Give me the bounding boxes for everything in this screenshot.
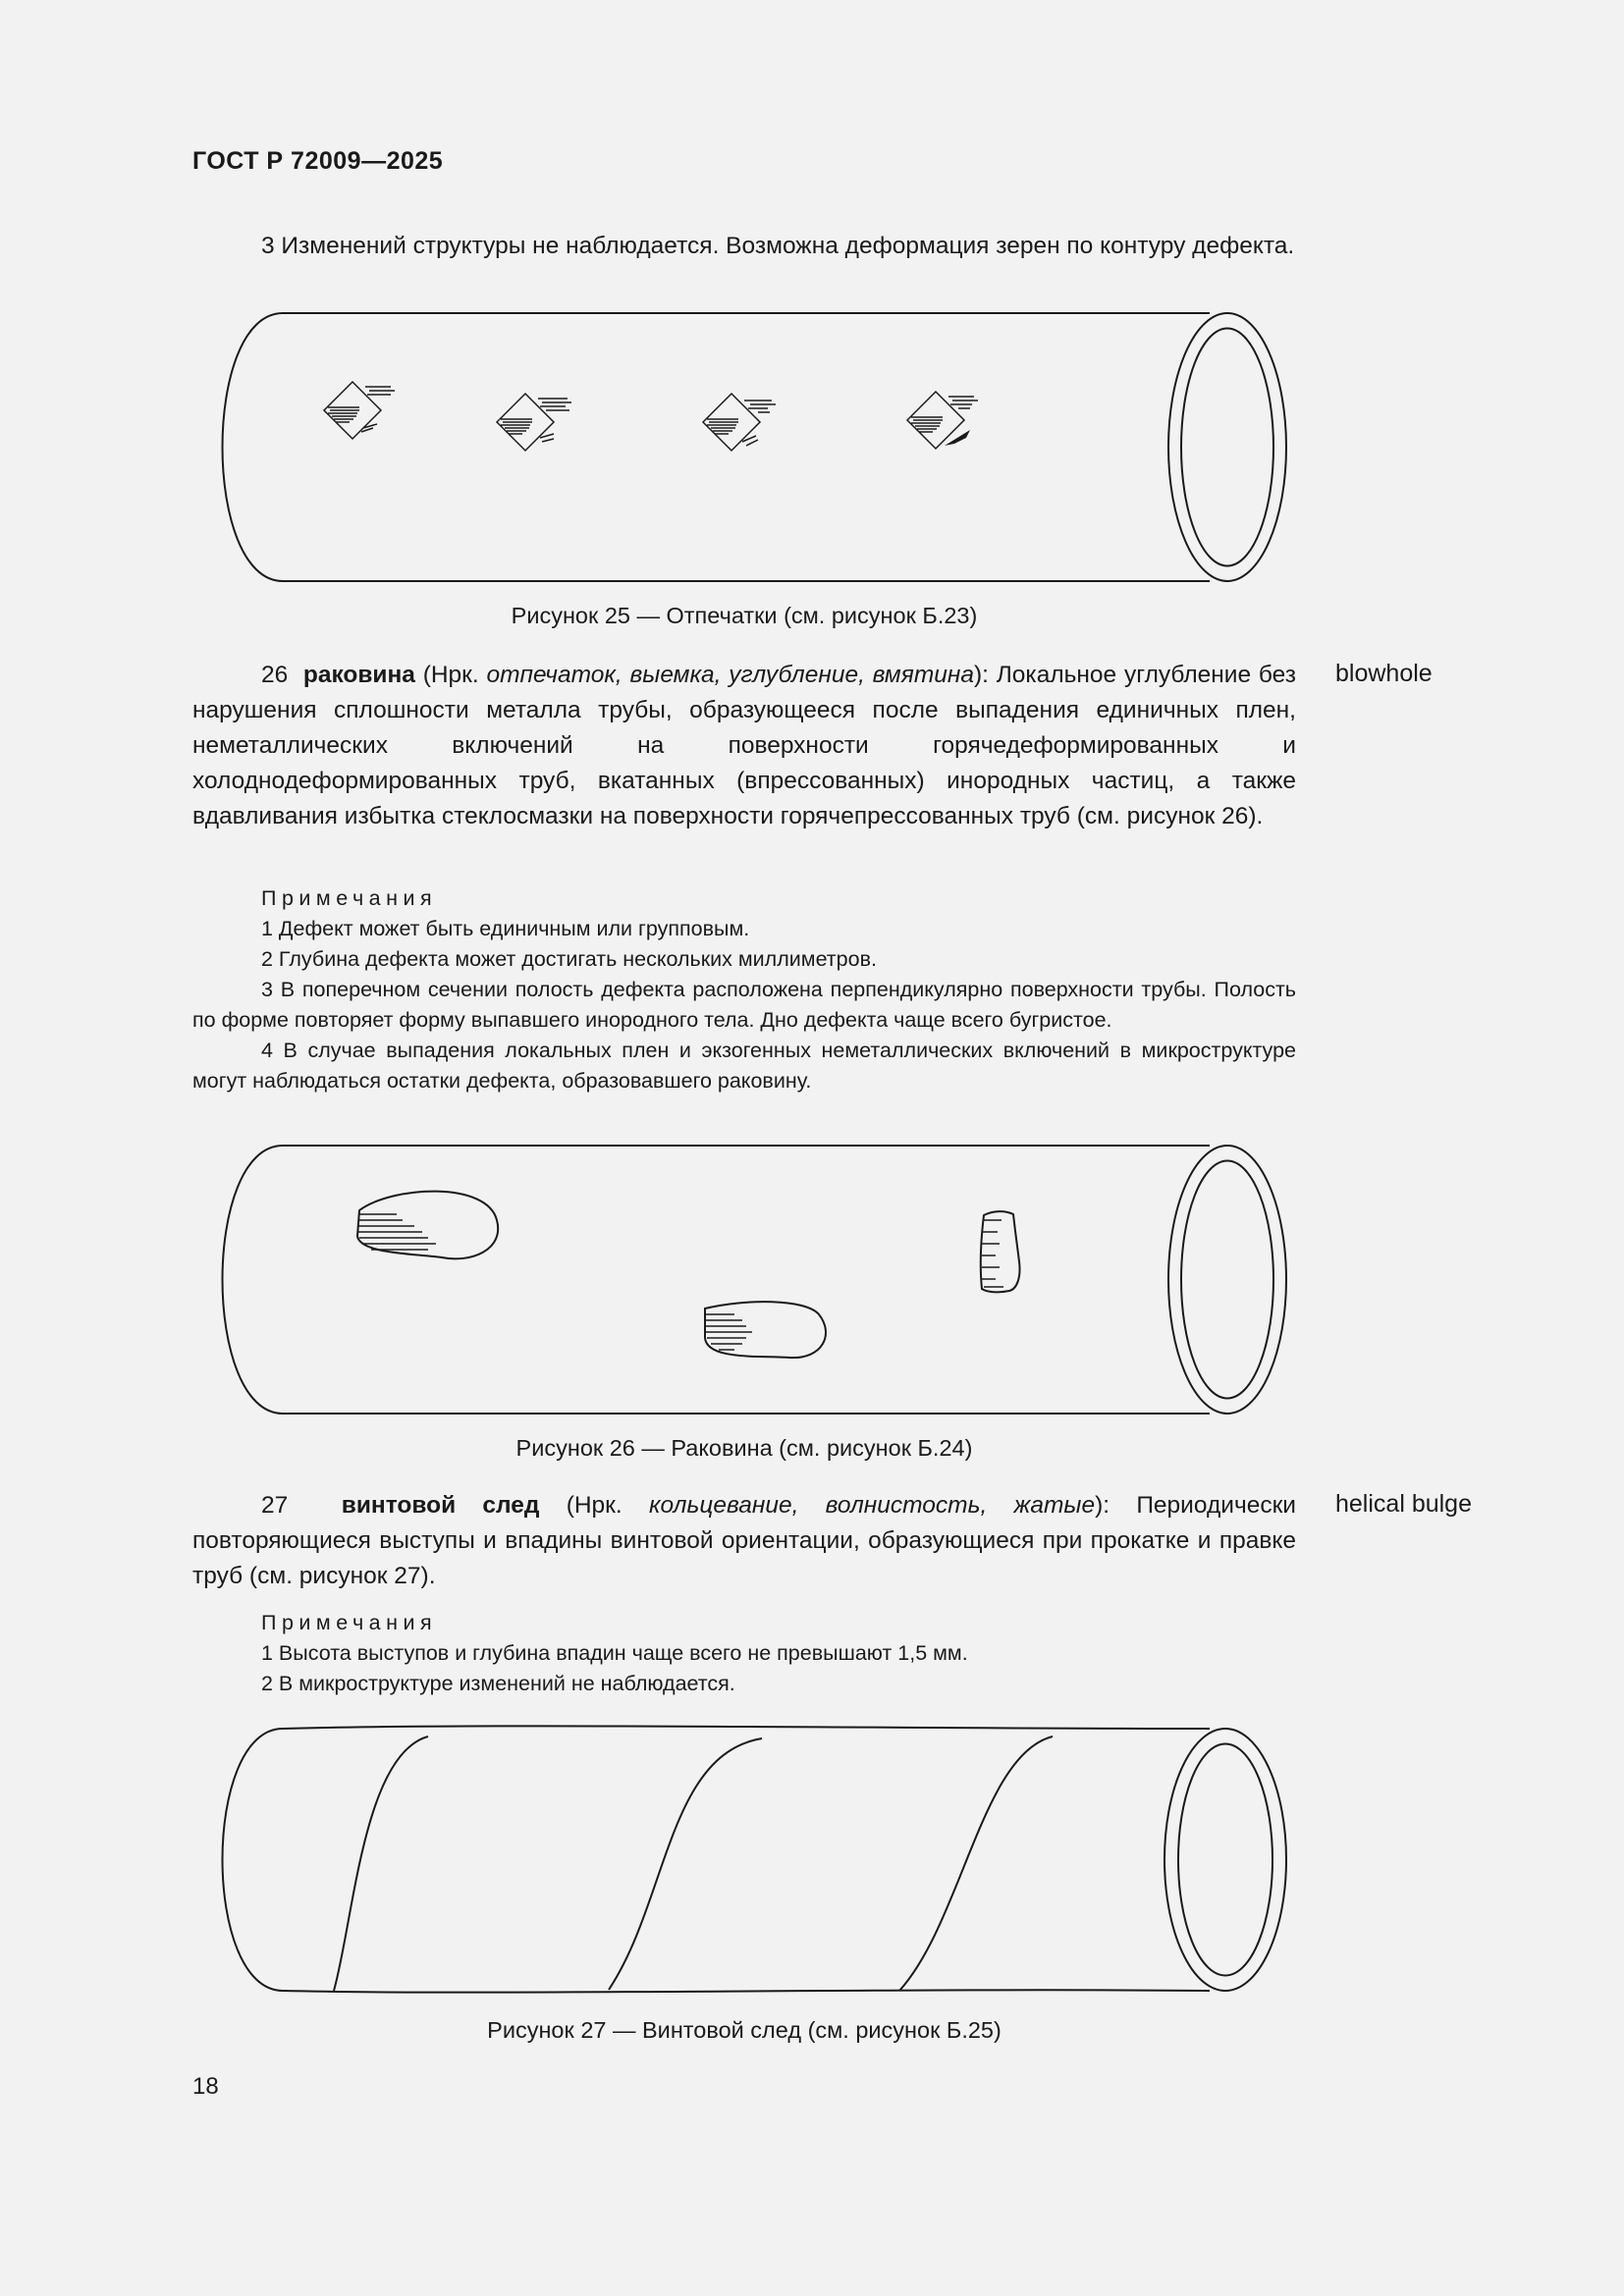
notes-title: Примечания <box>261 1611 438 1634</box>
helical-line <box>334 1736 428 1991</box>
figure-27-pipe-helical-bulge <box>196 1725 1296 1996</box>
blowhole-mark <box>357 1192 498 1259</box>
document-header: ГОСТ Р 72009—2025 <box>192 147 444 175</box>
imprint-mark <box>907 392 978 449</box>
term-27-notes <box>192 1608 1296 1699</box>
blowhole-mark <box>705 1302 826 1358</box>
note-item: 4 В случае выпадения локальных плен и экзогенных неметаллических включений в микроструктуре могут наблюдаться остатки дефекта, образовавшего раковину. <box>192 1039 1296 1093</box>
note-item: 1 Дефект может быть единичным или групповым. <box>261 917 750 940</box>
term-26-definition: 26 раковина (Нрк. отпечаток, выемка, углубление, вмятина): Локальное углубление без нарушения сплошности металла трубы, образующееся после выпадения единичных плен, неметаллических включений на поверхности горячедеформированных и холоднодеформированных труб, вкатанных (впрессованных) инородных частиц, а также вдавливания избытка стеклосмазки на поверхности горячепрессованных труб (см. рисунок 26). <box>192 662 1296 829</box>
figure-27-caption: Рисунок 27 — Винтовой след (см. рисунок Б.25) <box>487 2017 1001 2043</box>
term-26-notes <box>192 883 1296 1096</box>
helical-line <box>899 1736 1053 1991</box>
paragraph-3: 3 Изменений структуры не наблюдается. Возможна деформация зерен по контуру дефекта. <box>261 233 1295 259</box>
figure-25-pipe-imprints <box>196 309 1296 586</box>
term-27-english: helical bulge <box>1335 1490 1472 1518</box>
imprint-mark <box>703 394 776 451</box>
figure-26-caption: Рисунок 26 — Раковина (см. рисунок Б.24) <box>515 1435 973 1461</box>
blowhole-mark <box>981 1211 1020 1292</box>
term-27-definition: 27 винтовой след (Нрк. кольцевание, волнистость, жатые): Периодически повторяющиеся выступы и впадины винтовой ориентации, образующиеся при прокатке и правке труб (см. рисунок 27). <box>192 1492 1296 1589</box>
notes-title: Примечания <box>261 886 438 910</box>
term-26-name: раковина <box>302 662 415 688</box>
note-item: 3 В поперечном сечении полость дефекта расположена перпендикулярно поверхности трубы. Полость по форме повторяет форму выпавшего инородного тела. Дно дефекта чаще всего бугристое. <box>192 978 1296 1032</box>
imprint-mark <box>497 394 571 451</box>
term-26-english: blowhole <box>1335 660 1433 687</box>
figure-26-pipe-blowholes <box>196 1142 1296 1418</box>
page-number: 18 <box>192 2073 219 2100</box>
helical-line <box>609 1738 762 1990</box>
figure-25-caption: Рисунок 25 — Отпечатки (см. рисунок Б.23) <box>511 603 978 628</box>
imprint-mark <box>324 382 395 439</box>
term-27-name: винтовой след <box>341 1492 540 1519</box>
note-item: 2 В микроструктуре изменений не наблюдается. <box>261 1672 735 1695</box>
note-item: 2 Глубина дефекта может достигать нескольких миллиметров. <box>261 947 877 971</box>
note-item: 1 Высота выступов и глубина впадин чаще всего не превышают 1,5 мм. <box>261 1641 968 1665</box>
